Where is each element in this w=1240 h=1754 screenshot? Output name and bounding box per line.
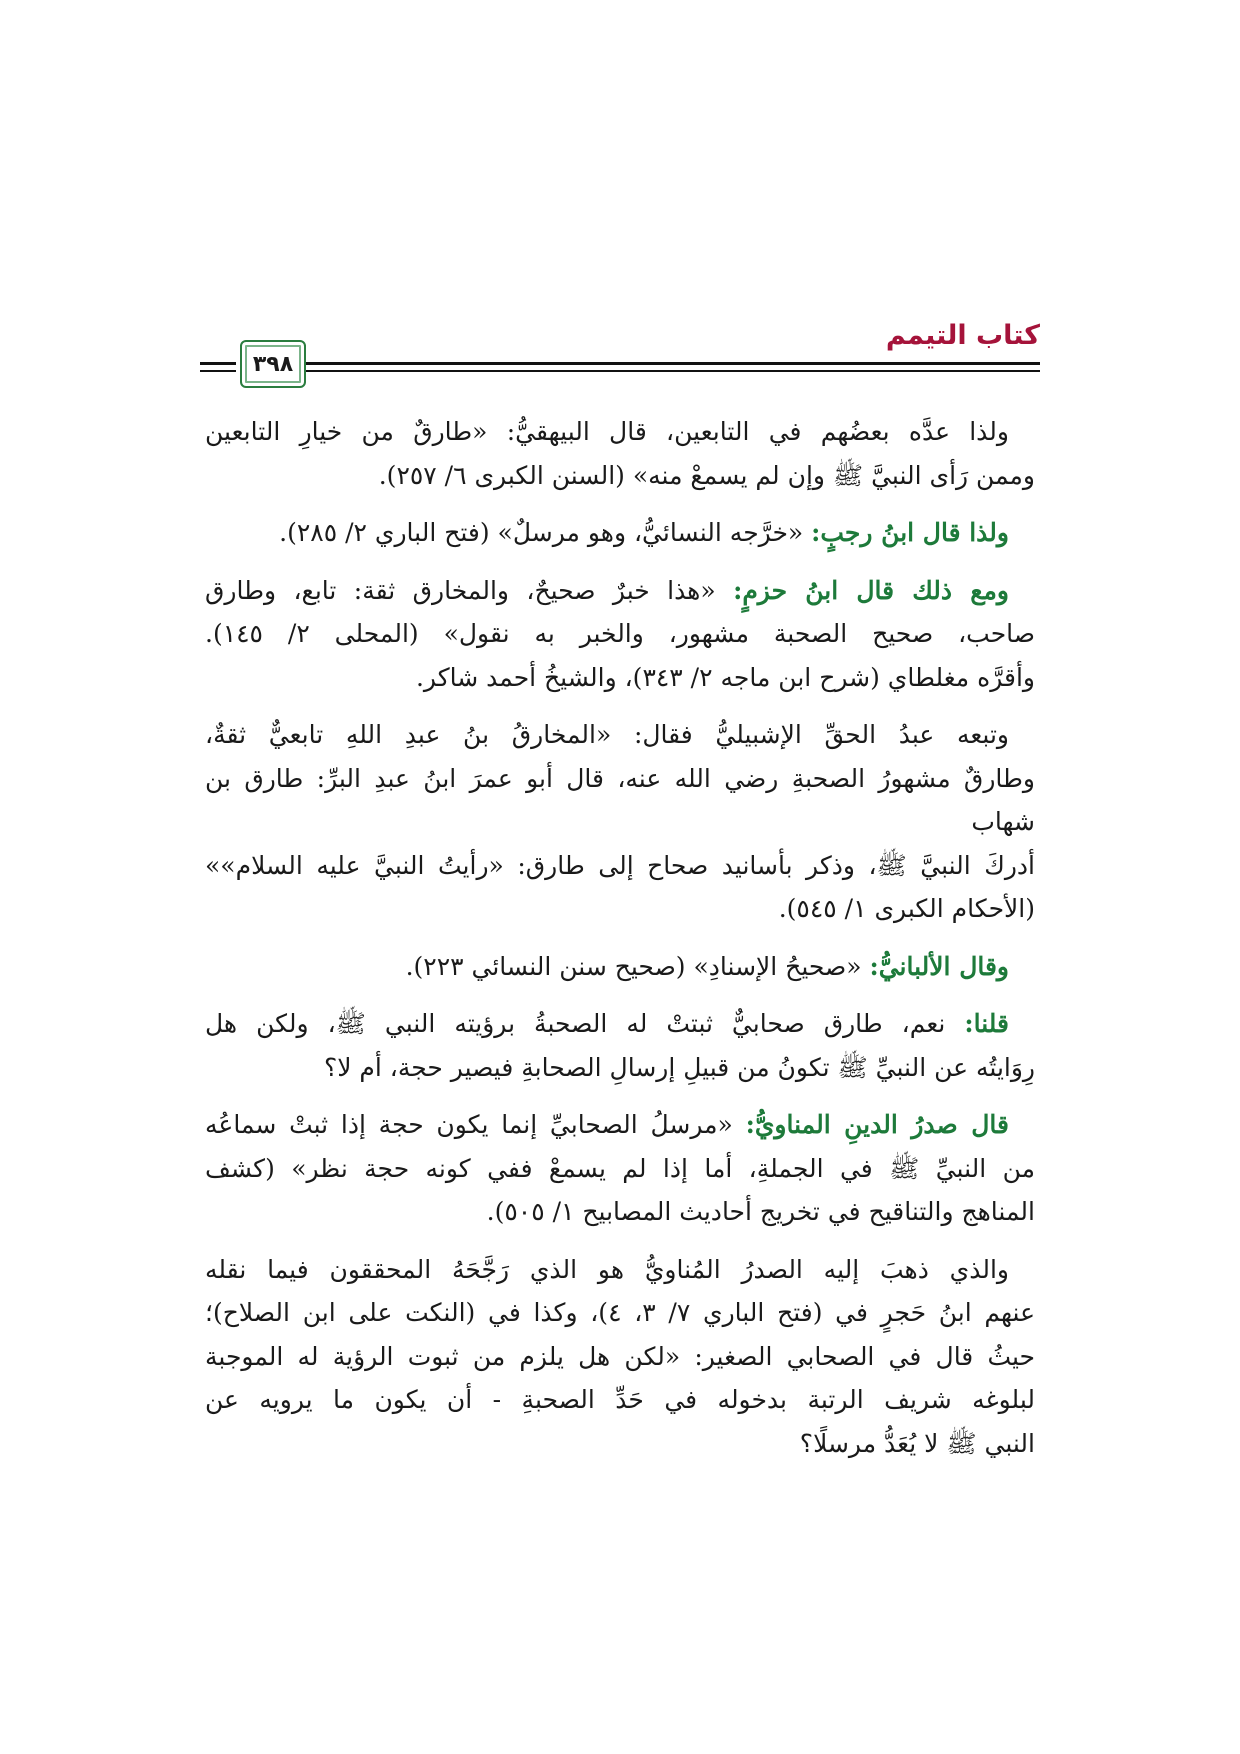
line-text: من النبيِّ ﷺ في الجملةِ، أما إذا لم يسمعْ ففي كونه حجة نظر» (كشف xyxy=(205,1153,1035,1183)
book-title: كتاب التيمم xyxy=(885,320,1040,351)
text-line xyxy=(205,713,1035,757)
paragraph xyxy=(205,410,1035,497)
paragraph xyxy=(205,569,1035,700)
line-text: أدركَ النبيَّ ﷺ، وذكر بأسانيد صحاح إلى طارق: «رأيتُ النبيَّ عليه السلام»» xyxy=(205,850,1035,880)
paragraph xyxy=(205,713,1035,931)
page-header xyxy=(200,300,1040,390)
text-line xyxy=(205,1190,1035,1234)
line-text: ولذا عدَّه بعضُهم في التابعين، قال البيهقيُّ: «طارقٌ من خيارِ التابعين xyxy=(205,417,1009,446)
text-line xyxy=(205,1378,1035,1422)
text-line xyxy=(205,569,1035,613)
paragraph-lead: ولذا قال ابنُ رجبٍ: xyxy=(811,518,1009,547)
paragraph-lead: وقال الألبانيُّ: xyxy=(869,951,1009,981)
line-text: صاحب، صحيح الصحبة مشهور، والخبر به نقول» (المحلى ٢/ ١٤٥). xyxy=(205,619,1035,648)
paragraph-lead: قال صدرُ الدينِ المناويُّ: xyxy=(745,1110,1009,1139)
line-text: لبلوغه شريف الرتبة بدخوله في حَدِّ الصحبةِ - أن يكون ما يرويه عن xyxy=(205,1385,1035,1414)
text-line xyxy=(205,1103,1035,1147)
text-line xyxy=(205,1002,1035,1046)
line-text: «صحيحُ الإسنادِ» (صحيح سنن النسائي ٢٢٣). xyxy=(405,951,870,981)
text-line xyxy=(205,1422,1035,1466)
line-text: والذي ذهبَ إليه الصدرُ المُناويُّ هو الذي رَجَّحَهُ المحققون فيما نقله xyxy=(205,1254,1009,1284)
line-text: «مرسلُ الصحابيِّ إنما يكون حجة إذا ثبتْ سماعُه xyxy=(205,1110,746,1139)
line-text: رِوَايتُه عن النبيِّ ﷺ تكونُ من قبيلِ إرسالِ الصحابةِ فيصير حجة، أم لا؟ xyxy=(323,1052,1035,1082)
line-text: وطارقٌ مشهورُ الصحبةِ رضي الله عنه، قال أبو عمرَ ابنُ عبدِ البرِّ: طارق بن شهاب xyxy=(205,763,1035,836)
line-text: المناهج والتناقيح في تخريج أحاديث المصابيح ١/ ٥٠٥). xyxy=(486,1197,1035,1226)
text-line xyxy=(205,612,1035,656)
line-text: عنهم ابنُ حَجرٍ في (فتح الباري ٧/ ٣، ٤)، وكذا في (النكت على ابن الصلاح)؛ xyxy=(205,1298,1036,1327)
paragraph xyxy=(205,1248,1035,1466)
line-text: «خرَّجه النسائيُّ، وهو مرسلٌ» (فتح الباري ٢/ ٢٨٥). xyxy=(279,518,812,547)
text-line xyxy=(205,1248,1035,1292)
line-text: وممن رَأى النبيَّ ﷺ وإن لم يسمعْ منه» (السنن الكبرى ٦/ ٢٥٧). xyxy=(378,460,1035,490)
text-line xyxy=(205,945,1035,989)
header-rule-top xyxy=(292,362,1040,365)
text-line xyxy=(205,1046,1035,1090)
line-text: نعم، طارق صحابيٌّ ثبتتْ له الصحبةُ برؤيته النبي ﷺ، ولكن هل xyxy=(205,1009,965,1038)
line-text: وأقرَّه مغلطاي (شرح ابن ماجه ٢/ ٣٤٣)، والشيخُ أحمد شاكر. xyxy=(415,662,1035,692)
text-line xyxy=(205,757,1035,844)
line-text: النبي ﷺ لا يُعَدُّ مرسلًا؟ xyxy=(799,1428,1035,1458)
text-line xyxy=(205,1147,1035,1191)
text-line xyxy=(205,887,1035,931)
paragraph xyxy=(205,511,1035,555)
line-text: حيثُ قال في الصحابي الصغير: «لكن هل يلزم من ثبوت الرؤية له الموجبة xyxy=(205,1341,1035,1371)
paragraph-lead: قلنا: xyxy=(964,1009,1009,1038)
text-line xyxy=(205,1291,1035,1335)
header-rule-bottom xyxy=(292,370,1040,372)
text-line xyxy=(205,1335,1035,1379)
header-rule-left-bottom xyxy=(200,370,236,372)
line-text: «هذا خبرٌ صحيحٌ، والمخارق ثقة: تابع، وطارق xyxy=(205,575,734,605)
text-line xyxy=(205,844,1035,888)
text-line xyxy=(205,410,1035,454)
header-rule-left-top xyxy=(200,362,236,365)
paragraph xyxy=(205,1002,1035,1089)
page-body xyxy=(205,410,1035,1479)
line-text: وتبعه عبدُ الحقِّ الإشبيليُّ فقال: «المخارقُ بنُ عبدِ اللهِ تابعيٌّ ثقةٌ، xyxy=(205,720,1009,749)
paragraph xyxy=(205,1103,1035,1234)
page-number: ٣٩٨ xyxy=(252,351,294,377)
text-line xyxy=(205,454,1035,498)
text-line xyxy=(205,511,1035,555)
paragraph-lead: ومع ذلك قال ابنُ حزمٍ: xyxy=(733,575,1009,605)
paragraph xyxy=(205,945,1035,989)
line-text: (الأحكام الكبرى ١/ ٥٤٥). xyxy=(778,894,1035,923)
page-number-badge xyxy=(240,340,306,388)
text-line xyxy=(205,656,1035,700)
